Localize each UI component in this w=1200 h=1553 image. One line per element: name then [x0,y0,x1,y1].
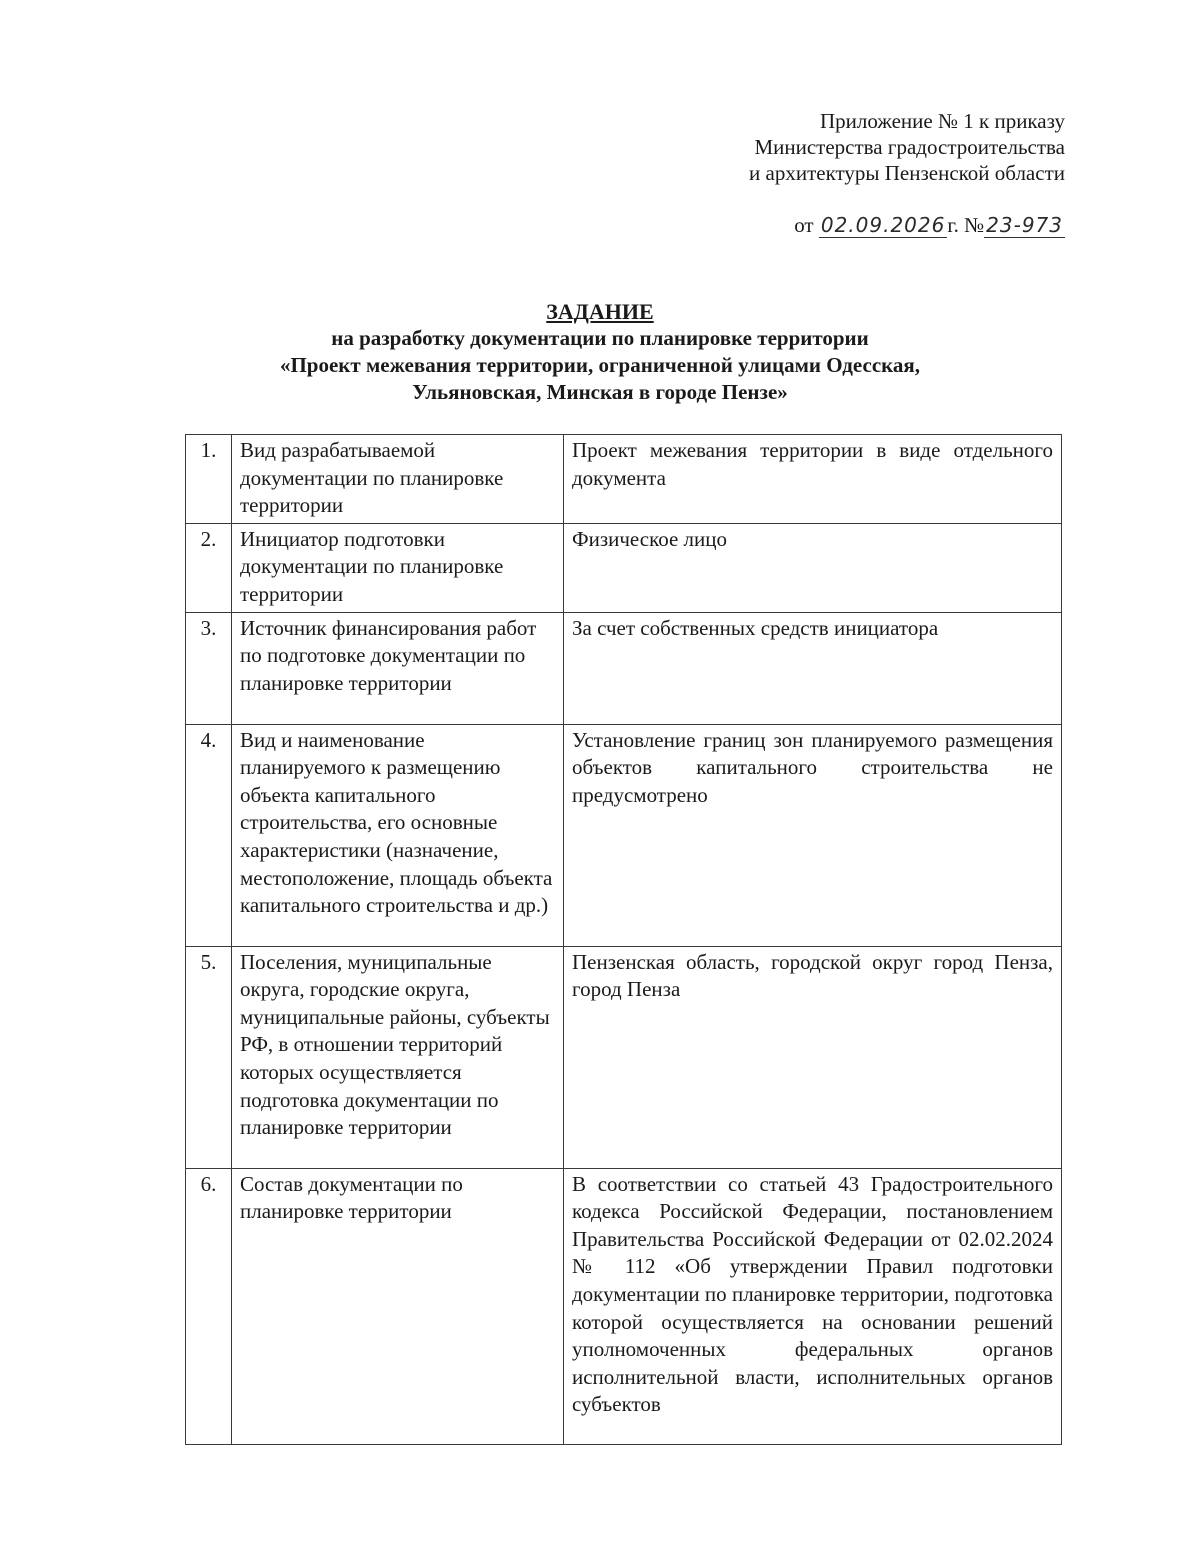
order-year-suffix: г. [947,213,959,237]
title-line-4: Ульяновская, Минская в городе Пензе» [412,380,788,404]
row-value: В соответствии со статьей 43 Градостроительного кодекса Российской Федерации, постановлением Правительства Российской Федерации от 02.02.2024 № 112 «Об утверждении Правил подготовки документации по планировке территории, подготовка которой осуществляется на основании решений уполномоченных федеральных органов исполнительной власти, исполнительных органов субъектов [564,1168,1062,1444]
row-number: 3. [186,612,232,724]
row-value: Пензенская область, городской округ город Пенза, город Пенза [564,946,1062,1168]
row-name: Инициатор подготовки документации по планировке территории [232,523,564,612]
row-number: 4. [186,724,232,946]
order-number-prefix: № [964,213,985,237]
table-row [186,612,1062,724]
order-date-number [794,212,1065,238]
title-line-3: «Проект межевания территории, ограниченной улицами Одесская, [279,353,921,377]
order-prefix: от [794,213,814,237]
appendix-line-3: и архитектуры Пензенской области [749,161,1065,185]
row-number: 1. [186,435,232,524]
title-main: ЗАДАНИЕ [546,299,654,324]
task-table [185,434,1062,1445]
row-number: 2. [186,523,232,612]
row-value: Проект межевания территории в виде отдельного документа [564,435,1062,524]
table-row [186,435,1062,524]
row-name: Вид и наименование планируемого к размещению объекта капитального строительства, его основные характеристики (назначение, местоположение, площадь объекта капитального строительства и др.) [232,724,564,946]
row-name: Вид разрабатываемой документации по планировке территории [232,435,564,524]
document-title [0,298,1200,406]
order-date: 02.09.2026 [820,213,946,237]
row-name: Поселения, муниципальные округа, городские округа, муниципальные районы, субъекты РФ, в отношении территорий которых осуществляется подготовка документации по планировке территории [232,946,564,1168]
table-row [186,946,1062,1168]
title-line-2: на разработку документации по планировке территории [331,326,869,350]
row-number: 6. [186,1168,232,1444]
appendix-line-2: Министерства градостроительства [754,135,1065,159]
row-name: Состав документации по планировке территории [232,1168,564,1444]
table-row [186,1168,1062,1444]
order-number: 23-973 [986,213,1063,237]
row-name: Источник финансирования работ по подготовке документации по планировке территории [232,612,564,724]
row-value: Физическое лицо [564,523,1062,612]
appendix-header [749,108,1065,186]
table-row [186,724,1062,946]
appendix-line-1: Приложение № 1 к приказу [820,109,1065,133]
row-number: 5. [186,946,232,1168]
row-value: Установление границ зон планируемого размещения объектов капитального строительства не предусмотрено [564,724,1062,946]
table-row [186,523,1062,612]
row-value: За счет собственных средств инициатора [564,612,1062,724]
